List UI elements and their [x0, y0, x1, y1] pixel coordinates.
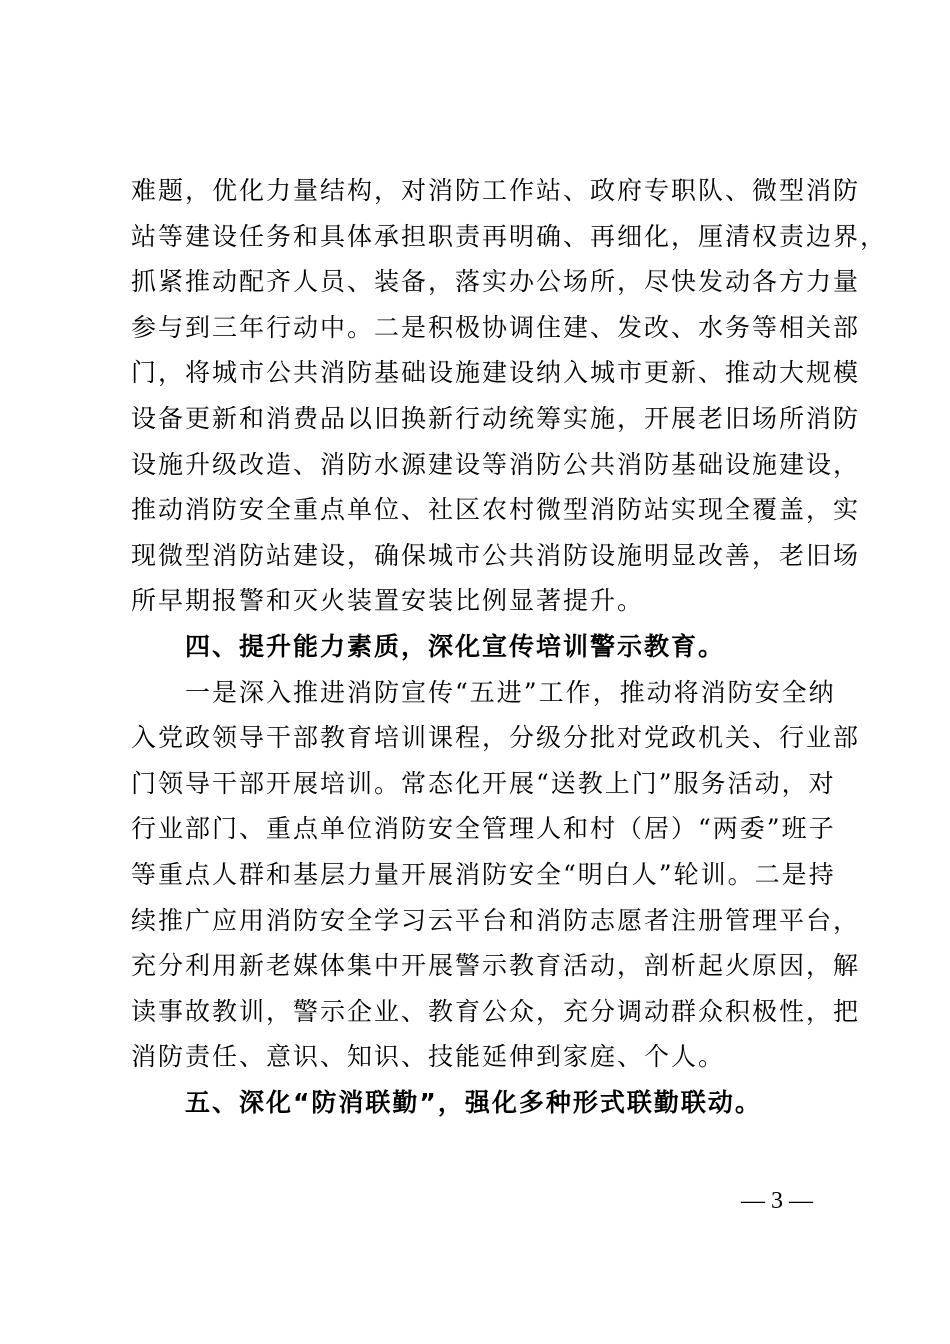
paragraph-line: 充分利用新老媒体集中开展警示教育活动，剖析起火原因，解	[131, 951, 861, 981]
section-heading: 四、提升能力素质，深化宣传培训警示教育。	[131, 631, 726, 661]
document-body	[131, 168, 888, 1125]
paragraph-line: 推动消防安全重点单位、社区农村微型消防站实现全覆盖，实	[131, 495, 861, 525]
paragraph-line: 设备更新和消费品以旧换新行动统筹实施，开展老旧场所消防	[131, 403, 861, 433]
paragraph-line: 等重点人群和基层力量开展消防安全“明白人”轮训。二是持	[131, 859, 836, 889]
paragraph-line: 消防责任、意识、知识、技能延伸到家庭、个人。	[131, 1042, 726, 1072]
paragraph-line: 参与到三年行动中。二是积极协调住建、发改、水务等相关部	[131, 312, 861, 342]
page-number: — 3 —	[741, 1188, 813, 1214]
paragraph-line: 站等建设任务和具体承担职责再明确、再细化，厘清权责边界，	[131, 221, 888, 251]
paragraph-line: 设施升级改造、消防水源建设等消防公共消防基础设施建设，	[131, 449, 861, 479]
paragraph-line: 抓紧推动配齐人员、装备，落实办公场所，尽快发动各方力量	[131, 267, 861, 297]
paragraph-line: 一是深入推进消防宣传“五进”工作，推动将消防安全纳	[131, 677, 836, 707]
paragraph-line: 行业部门、重点单位消防安全管理人和村（居）“两委”班子	[131, 814, 836, 844]
paragraph-line: 现微型消防站建设，确保城市公共消防设施明显改善，老旧场	[131, 540, 861, 570]
paragraph-line: 门领导干部开展培训。常态化开展“送教上门”服务活动，对	[131, 768, 836, 798]
section-heading: 五、深化“防消联勤”，强化多种形式联勤联动。	[131, 1087, 762, 1117]
paragraph-line: 难题，优化力量结构，对消防工作站、政府专职队、微型消防	[131, 176, 861, 205]
paragraph-line: 所早期报警和灭火装置安装比例显著提升。	[131, 586, 645, 616]
paragraph-line: 读事故教训，警示企业、教育公众，充分调动群众积极性，把	[131, 996, 861, 1026]
paragraph-line: 续推广应用消防安全学习云平台和消防志愿者注册管理平台，	[131, 905, 861, 935]
paragraph-line: 门，将城市公共消防基础设施建设纳入城市更新、推动大规模	[131, 358, 861, 388]
paragraph-line: 入党政领导干部教育培训课程，分级分批对党政机关、行业部	[131, 723, 861, 753]
